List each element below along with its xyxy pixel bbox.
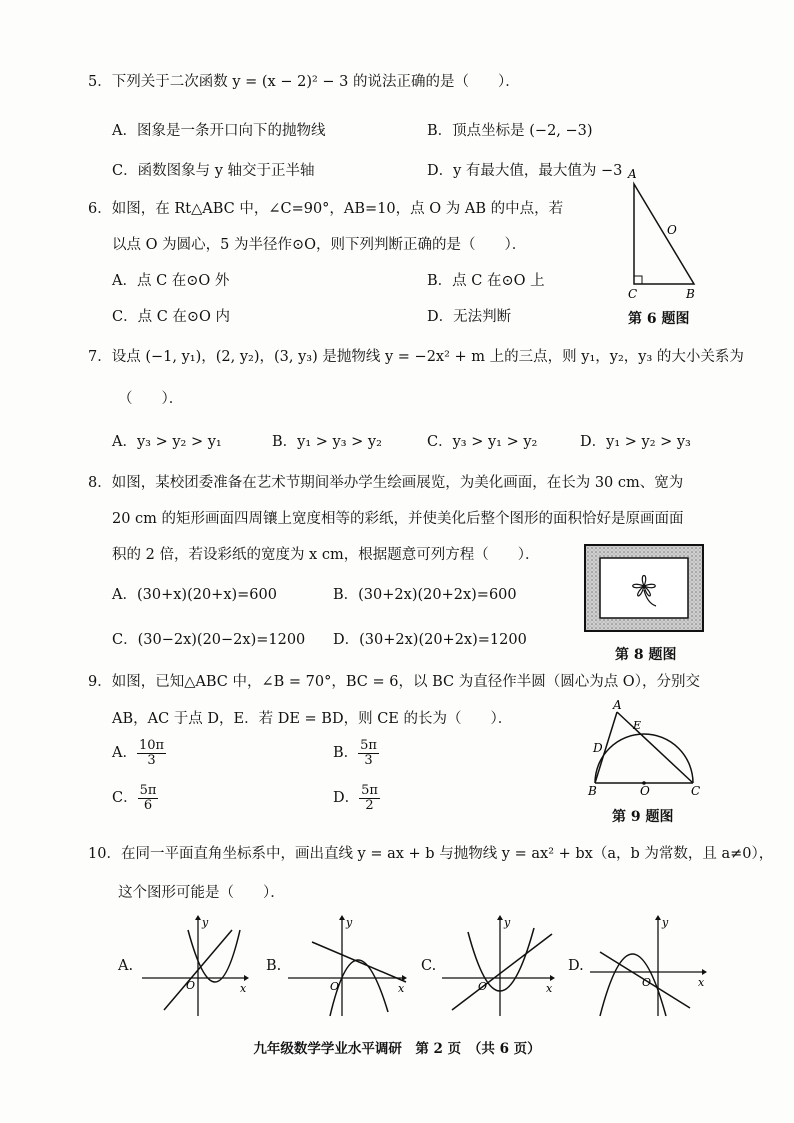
q9-option-b: B． $\frac{5\pi}{3}$ [333, 738, 377, 768]
q5-option-c: C．函数图象与 y 轴交于正半轴 [112, 163, 315, 179]
q6-option-c: C．点 C 在⊙O 内 [112, 309, 231, 325]
q10-option-c-label: C. [421, 958, 437, 974]
q8-option-a: A．(30+x)(20+x)=600 [112, 587, 277, 603]
q7-option-a: A．y₃ > y₂ > y₁ [112, 434, 222, 450]
q9-figure-caption: 第 9 题图 [612, 809, 674, 825]
q6-option-d: D．无法判断 [427, 309, 512, 325]
q9-option-d: D． $\frac{5\pi}{2}$ [333, 783, 378, 813]
svg-text:y: y [346, 916, 353, 929]
svg-text:O: O [478, 980, 488, 993]
q8-stem-line1: 8．如图，某校团委准备在艺术节期间举办学生绘画展览，为美化画面，在长为 30 cm、宽为 [88, 475, 684, 491]
q10-graph-c [438, 912, 558, 1022]
svg-text:O: O [330, 980, 340, 993]
q6-label-c: C [628, 287, 638, 301]
q5-option-b: B．顶点坐标是 (−2, −3) [427, 123, 593, 139]
q8-option-c: C．(30−2x)(20−2x)=1200 [112, 632, 306, 648]
q9-label-b: B [588, 784, 597, 798]
q8-option-d: D．(30+2x)(20+2x)=1200 [333, 632, 527, 648]
q9-option-a: A． $\frac{10\pi}{3}$ [112, 738, 165, 768]
q7-option-d: D．y₁ > y₂ > y₃ [580, 434, 691, 450]
q7-stem-line2: （ ）． [118, 391, 184, 407]
q9-option-c: C． $\frac{5\pi}{6}$ [112, 783, 157, 813]
q10-option-d-label: D. [568, 958, 584, 974]
q7-option-b: B．y₁ > y₃ > y₂ [272, 434, 382, 450]
q10-stem-line2: 这个图形可能是（ ）． [118, 885, 285, 901]
q9-label-e: E [633, 719, 642, 732]
q10-graph-b [284, 912, 409, 1022]
svg-text:O: O [642, 976, 652, 989]
q10-option-a-label: A. [118, 958, 134, 974]
q10-option-b-label: B. [266, 958, 282, 974]
q6-option-b: B．点 C 在⊙O 上 [427, 273, 545, 289]
q6-figure-caption: 第 6 题图 [628, 311, 690, 327]
q10-stem-line1: 10．在同一平面直角坐标系中，画出直线 y = ax + b 与抛物线 y = ax² + bx（a，b 为常数，且 a≠0）， [88, 846, 774, 862]
q9-label-a: A [613, 698, 622, 712]
svg-text:O: O [186, 979, 196, 992]
q10-graph-d [586, 912, 711, 1022]
q10-graph-a [136, 912, 251, 1022]
q6-triangle-figure [620, 166, 710, 302]
q8-figure-caption: 第 8 题图 [615, 647, 677, 663]
q5-stem: 5．下列关于二次函数 y = (x − 2)² − 3 的说法正确的是（ ）． [88, 74, 520, 90]
q8-stem-line3: 积的 2 倍，若设彩纸的宽度为 x cm，根据题意可列方程（ ）． [112, 547, 540, 563]
q9-stem-line1: 9．如图，已知△ABC 中，∠B = 70°，BC = 6，以 BC 为直径作半圆（圆心为点 O），分别交 [88, 674, 700, 690]
svg-text:x: x [240, 982, 247, 995]
svg-text:y: y [662, 916, 669, 929]
q5-option-d: D．y 有最大值，最大值为 −3 [427, 163, 623, 179]
q8-framed-picture-figure [583, 543, 705, 633]
svg-text:x: x [698, 976, 705, 989]
q8-stem-line2: 20 cm 的矩形画面四周镶上宽度相等的彩纸，并使美化后整个图形的面积恰好是原画面面 [112, 511, 684, 527]
q9-semicircle-figure [585, 698, 705, 798]
q8-option-b: B．(30+2x)(20+2x)=600 [333, 587, 517, 603]
q6-label-a: A [628, 167, 637, 181]
q7-option-c: C．y₃ > y₁ > y₂ [427, 434, 538, 450]
q9-stem-line2: AB，AC 于点 D，E．若 DE = BD，则 CE 的长为（ ）． [112, 711, 513, 727]
svg-text:x: x [546, 982, 553, 995]
q6-option-a: A．点 C 在⊙O 外 [112, 273, 230, 289]
q9-label-o: O [640, 784, 650, 798]
q6-stem-line2: 以点 O 为圆心，5 为半径作⊙O，则下列判断正确的是（ ）． [112, 237, 527, 253]
q6-stem-line1: 6．如图，在 Rt△ABC 中，∠C=90°，AB=10，点 O 为 AB 的中点，若 [88, 201, 564, 217]
svg-text:y: y [504, 916, 511, 929]
q9-label-d: D [593, 741, 603, 755]
q6-label-o: O [667, 223, 677, 237]
q5-option-a: A．图象是一条开口向下的抛物线 [112, 123, 326, 139]
q6-label-b: B [686, 287, 695, 301]
q7-stem: 7．设点 (−1, y₁)，(2, y₂)，(3, y₃) 是抛物线 y = −2x² + m 上的三点，则 y₁，y₂，y₃ 的大小关系为 [88, 349, 744, 365]
svg-text:y: y [202, 916, 209, 929]
svg-text:x: x [398, 982, 405, 995]
page-footer: 九年级数学学业水平调研 第 2 页 （共 6 页） [253, 1041, 541, 1057]
q9-label-c: C [691, 784, 701, 798]
